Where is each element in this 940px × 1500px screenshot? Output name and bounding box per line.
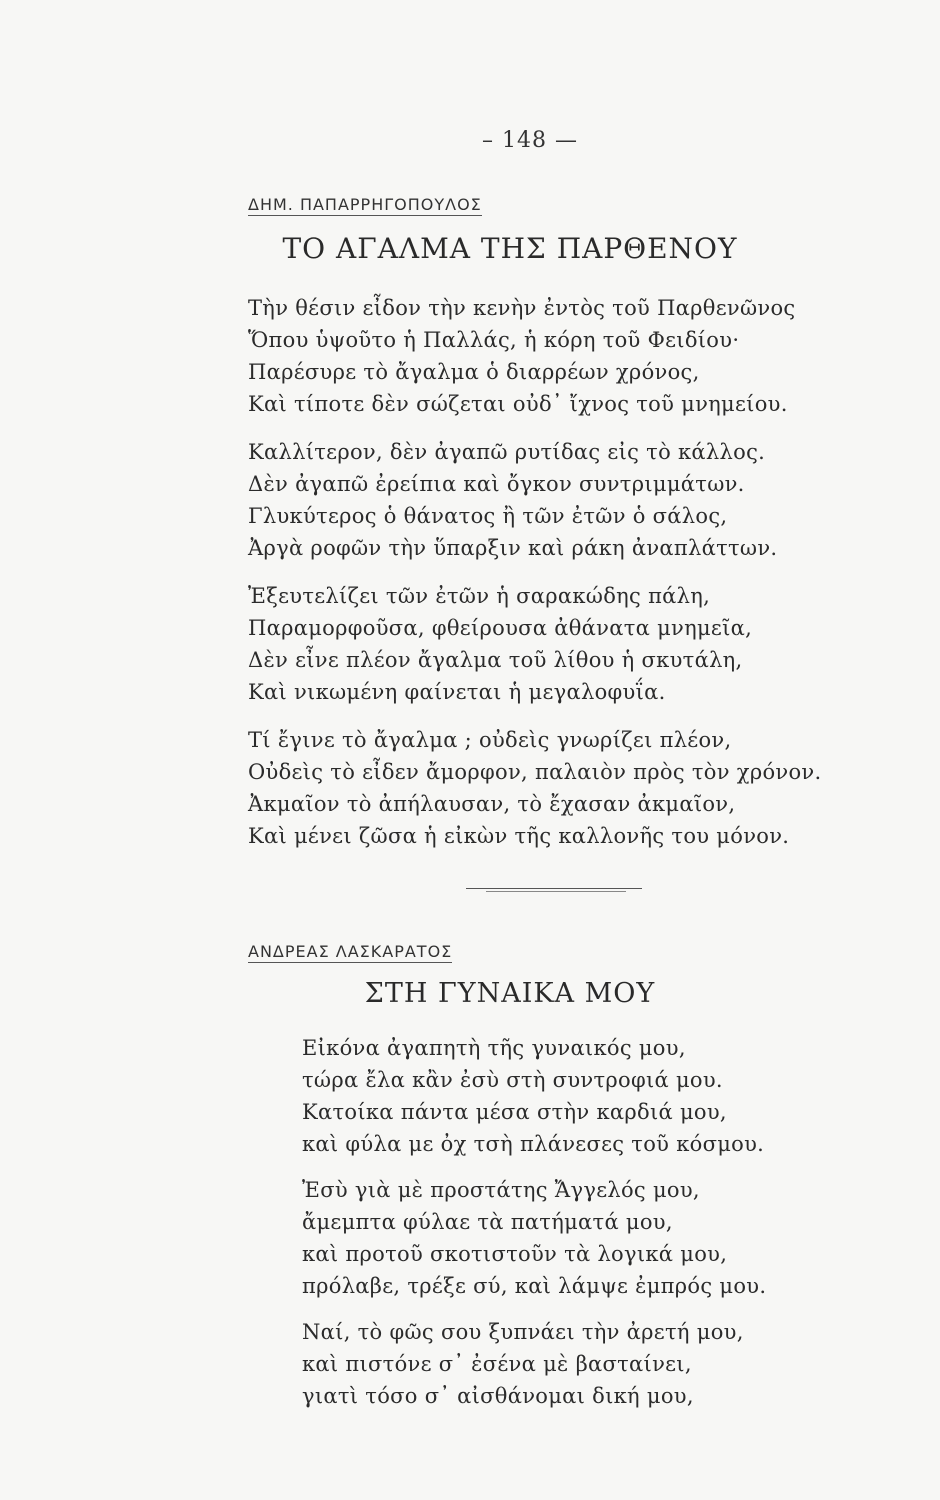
verse-line: Ὅπου ὑψοῦτο ἡ Παλλάς, ἡ κόρη τοῦ Φειδίου· bbox=[248, 328, 740, 352]
stanza bbox=[0, 1316, 940, 1412]
poem-title: ΤΟ ΑΓΑΛΜΑ ΤΗΣ ΠΑΡΘΕΝΟΥ bbox=[282, 232, 738, 265]
stanza bbox=[0, 724, 940, 852]
verse-line: Καὶ μένει ζῶσα ἡ εἰκὼν τῆς καλλονῆς του μόνον. bbox=[248, 824, 790, 848]
poem-author: ΔΗΜ. ΠΑΠΑΡΡΗΓΟΠΟΥΛΟΣ bbox=[248, 195, 482, 214]
verse-line: γιατὶ τόσο σ᾿ αἰσθάνομαι δική μου, bbox=[302, 1384, 694, 1408]
poem-body bbox=[0, 292, 940, 868]
verse-line: Ἀργὰ ροφῶν τὴν ὕπαρξιν καὶ ράκη ἀναπλάττων. bbox=[248, 536, 778, 560]
verse-line: Δὲν ἀγαπῶ ἐρείπια καὶ ὄγκον συντριμμάτων. bbox=[248, 472, 745, 496]
verse-line: Παραμορφοῦσα, φθείρουσα ἀθάνατα μνημεῖα, bbox=[248, 616, 753, 640]
verse-line: καὶ προτοῦ σκοτιστοῦν τὰ λογικά μου, bbox=[302, 1242, 728, 1266]
verse-line: Δὲν εἶνε πλέον ἄγαλμα τοῦ λίθου ἡ σκυτάλη, bbox=[248, 648, 743, 672]
verse-line: Εἰκόνα ἀγαπητὴ τῆς γυναικός μου, bbox=[302, 1036, 686, 1060]
verse-line: Γλυκύτερος ὁ θάνατος ἢ τῶν ἐτῶν ὁ σάλος, bbox=[248, 504, 728, 528]
verse-line: Τὴν θέσιν εἶδον τὴν κενὴν ἐντὸς τοῦ Παρθενῶνος bbox=[248, 296, 796, 320]
stanza bbox=[0, 1174, 940, 1302]
verse-line: καὶ πιστόνε σ᾿ ἐσένα μὲ βασταίνει, bbox=[302, 1352, 692, 1376]
verse-line: Ἀκμαῖον τὸ ἀπήλαυσαν, τὸ ἔχασαν ἀκμαῖον, bbox=[248, 792, 736, 816]
verse-line: Καὶ τίποτε δὲν σώζεται οὐδ᾿ ἴχνος τοῦ μνημείου. bbox=[248, 392, 788, 416]
stanza bbox=[0, 580, 940, 708]
verse-line: Ἐξευτελίζει τῶν ἐτῶν ἡ σαρακώδης πάλη, bbox=[248, 584, 711, 608]
stanza bbox=[0, 292, 940, 420]
verse-line: πρόλαβε, τρέξε σύ, καὶ λάμψε ἐμπρός μου. bbox=[302, 1274, 767, 1298]
verse-line: Κατοίκα πάντα μέσα στὴν καρδιά μου, bbox=[302, 1100, 727, 1124]
verse-line: Ναί, τὸ φῶς σου ξυπνάει τὴν ἀρετή μου, bbox=[302, 1320, 744, 1344]
verse-line: Ἐσὺ γιὰ μὲ προστάτης Ἄγγελός μου, bbox=[302, 1178, 700, 1202]
section-divider bbox=[466, 888, 642, 889]
stanza bbox=[0, 1032, 940, 1160]
verse-line: Καὶ νικωμένη φαίνεται ἡ μεγαλοφυΐα. bbox=[248, 680, 666, 704]
verse-line: Καλλίτερον, δὲν ἀγαπῶ ρυτίδας εἰς τὸ κάλλος. bbox=[248, 440, 766, 464]
verse-line: Τί ἔγινε τὸ ἄγαλμα ; οὐδεὶς γνωρίζει πλέον, bbox=[248, 728, 732, 752]
verse-line: ἄμεμπτα φύλαε τὰ πατήματά μου, bbox=[302, 1210, 673, 1234]
page-number: – 148 — bbox=[482, 128, 578, 153]
poem-body bbox=[0, 1032, 940, 1426]
verse-line: τώρα ἔλα κἂν ἐσὺ στὴ συντροφιά μου. bbox=[302, 1068, 723, 1092]
poem-author: ΑΝΔΡΕΑΣ ΛΑΣΚΑΡΑΤΟΣ bbox=[248, 942, 453, 961]
verse-line: καὶ φύλα με ὀχ τσὴ πλάνεσες τοῦ κόσμου. bbox=[302, 1132, 765, 1156]
verse-line: Παρέσυρε τὸ ἄγαλμα ὁ διαρρέων χρόνος, bbox=[248, 360, 700, 384]
poem-title: ΣΤΗ ΓΥΝΑΙΚΑ ΜΟΥ bbox=[364, 978, 656, 1009]
stanza bbox=[0, 436, 940, 564]
verse-line: Οὐδεὶς τὸ εἶδεν ἄμορφον, παλαιὸν πρὸς τὸν χρόνον. bbox=[248, 760, 822, 784]
